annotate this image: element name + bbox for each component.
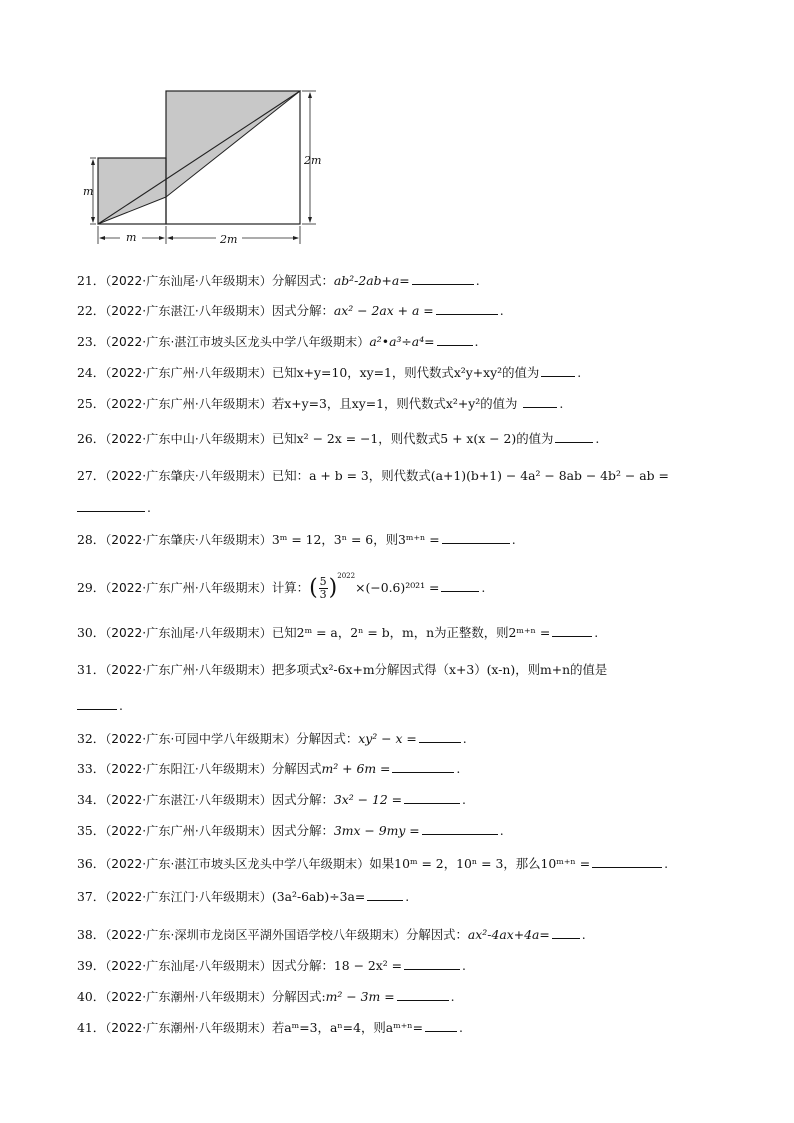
answer-blank[interactable] — [437, 333, 473, 346]
answer-blank[interactable] — [367, 888, 403, 901]
left-shaded-region — [98, 158, 166, 224]
problem-38: 38．（2022·广东·深圳市龙岗区平湖外国语学校八年级期末）分解因式：ax²-4ax+4a= . — [77, 927, 586, 942]
problem-39: 39．（2022·广东汕尾·八年级期末）因式分解：18 − 2x² = . — [77, 958, 466, 973]
problem-40: 40．（2022·广东潮州·八年级期末）分解因式:m² − 3m = . — [77, 989, 455, 1004]
problem-24: 24．（2022·广东广州·八年级期末）已知x+y=10，xy=1，则代数式x²y+xy²的值为 . — [77, 365, 582, 380]
answer-blank[interactable] — [392, 760, 454, 773]
problem-25: 25．（2022·广东广州·八年级期末）若x+y=3，且xy=1，则代数式x²+y²的值为 . — [77, 396, 564, 411]
answer-blank[interactable] — [555, 430, 593, 443]
problem-30: 30．（2022·广东汕尾·八年级期末）已知2ᵐ = a，2ⁿ = b，m，n为正整数，则2ᵐ⁺ⁿ = . — [77, 625, 599, 640]
answer-blank[interactable] — [412, 272, 474, 285]
left-width-label: m — [126, 231, 137, 244]
problem-27: 27．（2022·广东肇庆·八年级期末）已知：a + b = 3，则代数式(a+1)(b+1) − 4a² − 8ab − 4b² − ab = — [77, 468, 669, 483]
answer-blank[interactable] — [552, 624, 592, 637]
problem-36: 36．（2022·广东·湛江市坡头区龙头中学八年级期末）如果10ᵐ = 2，10ⁿ = 3，那么10ᵐ⁺ⁿ = . — [77, 856, 669, 871]
problem-33: 33．（2022·广东阳江·八年级期末）分解因式m² + 6m = . — [77, 761, 461, 776]
problem-32: 32．（2022·广东·可园中学八年级期末）分解因式：xy² − x = . — [77, 731, 467, 746]
answer-blank[interactable] — [397, 988, 449, 1001]
problem-29: 29．（2022·广东广州·八年级期末）计算：( $\frac{5}{3}$ )$^{2022}$×(−0.6)²⁰²¹ = . — [77, 572, 486, 601]
problem-26: 26．（2022·广东中山·八年级期末）已知x² − 2x = −1，则代数式5 + x(x − 2)的值为 . — [77, 431, 600, 446]
answer-blank[interactable] — [422, 822, 498, 835]
problem-22: 22．（2022·广东湛江·八年级期末）因式分解：ax² − 2ax + a = . — [77, 303, 504, 318]
answer-blank[interactable] — [442, 531, 510, 544]
problem-41: 41．（2022·广东潮州·八年级期末）若aᵐ=3，aⁿ=4，则aᵐ⁺ⁿ= . — [77, 1020, 463, 1035]
problem-34: 34．（2022·广东湛江·八年级期末）因式分解：3x² − 12 = . — [77, 792, 466, 807]
problem-21: 21．（2022·广东汕尾·八年级期末）分解因式：ab²-2ab+a= . — [77, 273, 480, 288]
answer-blank[interactable] — [404, 957, 460, 970]
right-shaded-region — [166, 91, 300, 197]
right-width-label: 2m — [220, 233, 238, 246]
answer-blank[interactable] — [77, 499, 145, 512]
answer-blank[interactable] — [541, 364, 575, 377]
answer-blank[interactable] — [404, 791, 460, 804]
problem-31: 31．（2022·广东广州·八年级期末）把多项式x²-6x+m分解因式得（x+3）(x-n)，则m+n的值是 — [77, 662, 608, 677]
answer-blank[interactable] — [436, 302, 498, 315]
problem-27-continued: . — [77, 499, 151, 516]
answer-blank[interactable] — [441, 579, 479, 592]
answer-blank[interactable] — [419, 730, 461, 743]
left-height-label: m — [83, 185, 94, 198]
right-height-label: 2m — [304, 154, 322, 167]
answer-blank[interactable] — [592, 855, 662, 868]
problem-31-continued: . — [77, 697, 123, 714]
problem-37: 37．（2022·广东江门·八年级期末）(3a²-6ab)÷3a= . — [77, 889, 410, 904]
answer-blank[interactable] — [523, 395, 557, 408]
answer-blank[interactable] — [552, 926, 580, 939]
problem-35: 35．（2022·广东广州·八年级期末）因式分解：3mx − 9my = . — [77, 823, 504, 838]
answer-blank[interactable] — [425, 1019, 457, 1032]
fraction: $\frac{5}{3}$ — [319, 575, 327, 601]
problem-23: 23．（2022·广东·湛江市坡头区龙头中学八年级期末）a²•a³÷a⁴= . — [77, 334, 479, 349]
answer-blank[interactable] — [77, 697, 117, 710]
geometry-figure — [70, 84, 330, 254]
problem-28: 28．（2022·广东肇庆·八年级期末）3ᵐ = 12，3ⁿ = 6，则3ᵐ⁺ⁿ = . — [77, 532, 516, 547]
